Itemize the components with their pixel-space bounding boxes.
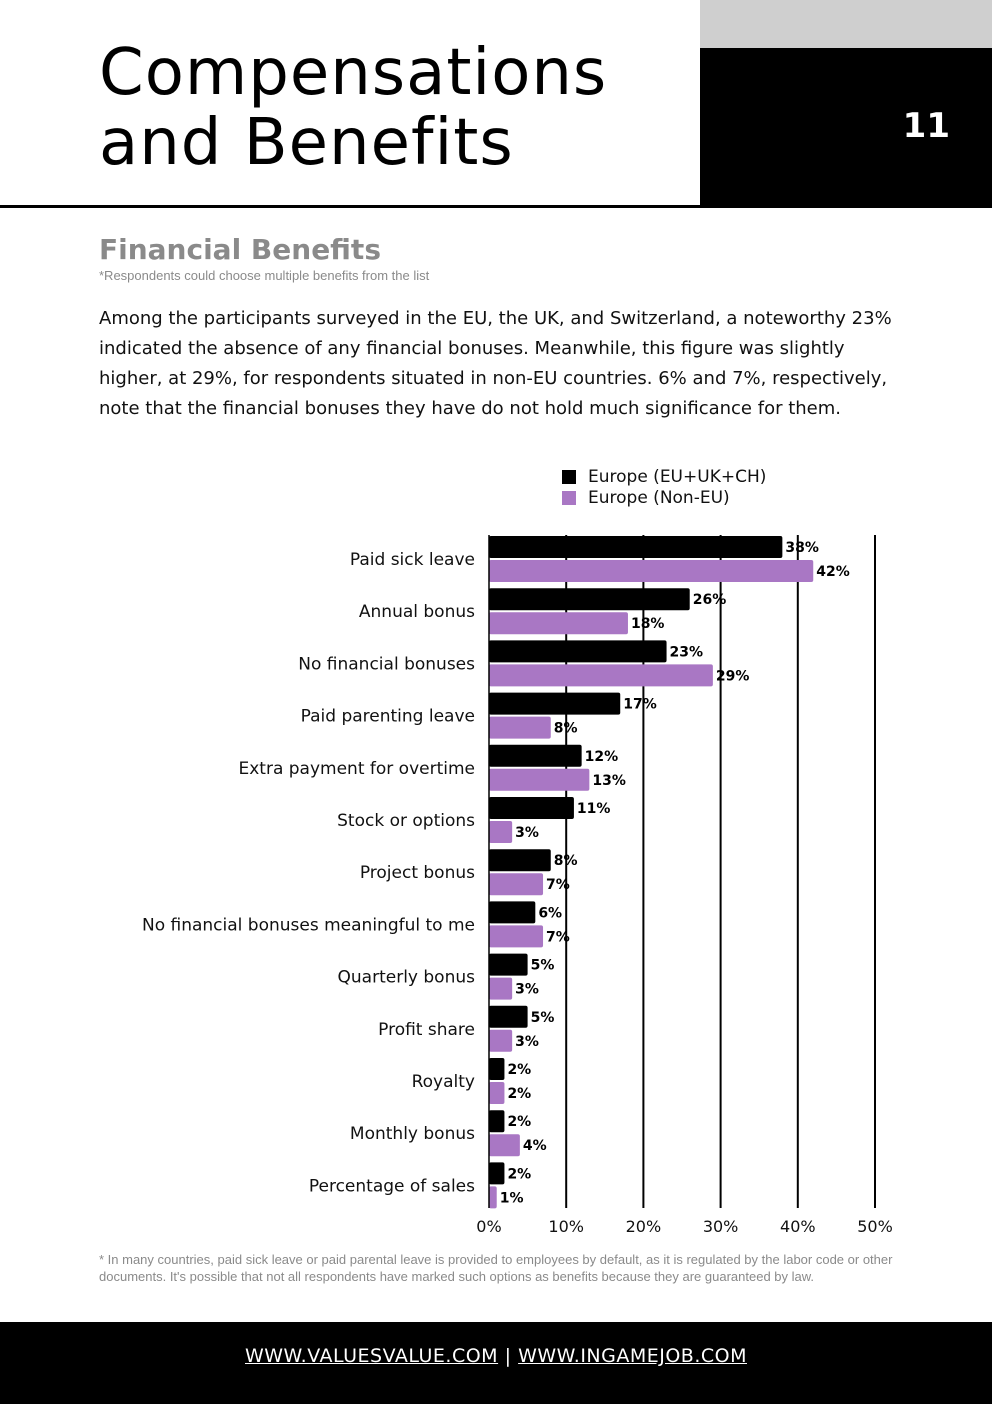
category-label: Stock or options bbox=[337, 811, 475, 831]
page-number: 11 bbox=[902, 106, 950, 146]
bar-non-eu bbox=[489, 925, 543, 947]
category-label: No financial bonuses bbox=[298, 654, 475, 675]
bar-eu bbox=[489, 849, 551, 871]
value-label-eu: 2% bbox=[507, 1166, 532, 1183]
value-label-eu: 11% bbox=[576, 801, 611, 817]
bar-non-eu bbox=[489, 664, 713, 686]
category-label: Royalty bbox=[411, 1072, 475, 1092]
bar-eu bbox=[489, 1162, 504, 1184]
x-tick-label-0: 0% bbox=[476, 1217, 502, 1236]
bar-eu bbox=[489, 536, 782, 558]
bar-eu bbox=[489, 693, 620, 715]
bar-non-eu bbox=[489, 1082, 504, 1104]
page-title: Compensations and Benefits bbox=[99, 36, 608, 180]
bar-eu bbox=[489, 1058, 504, 1080]
value-label-eu: 8% bbox=[553, 853, 578, 870]
footer-links bbox=[0, 1345, 992, 1367]
footnote: * In many countries, paid sick leave or paid parental leave is provided to employees by default, as it is regulated by the labor code or other documents. It's possible that not all respondents have marked such options as benefits because they are guaranteed by law. bbox=[99, 1252, 893, 1284]
category-label: Paid parenting leave bbox=[300, 706, 475, 727]
footer-link-ingamejob[interactable]: WWW.INGAMEJOB.COM bbox=[518, 1345, 747, 1367]
value-label-eu: 23% bbox=[669, 644, 704, 661]
value-label-eu: 38% bbox=[785, 540, 819, 556]
section-title: Financial Benefits bbox=[99, 233, 381, 266]
section-note: *Respondents could choose multiple benefits from the list bbox=[99, 268, 430, 283]
category-label: Quarterly bonus bbox=[337, 967, 475, 988]
value-label-non-eu: 3% bbox=[515, 1033, 539, 1050]
bar-eu bbox=[489, 640, 667, 662]
category-label: No financial bonuses meaningful to me bbox=[141, 915, 475, 936]
category-label: Monthly bonus bbox=[349, 1124, 475, 1145]
bar-eu bbox=[489, 797, 574, 819]
value-label-eu: 6% bbox=[538, 905, 563, 922]
bar-eu bbox=[489, 1110, 504, 1132]
category-label: Annual bonus bbox=[358, 602, 475, 623]
bar-non-eu bbox=[489, 612, 628, 634]
intro-paragraph: Among the participants surveyed in the EU, the UK, and Switzerland, a noteworthy 23% indicated the absence of any financial bonuses. Meanwhile, this figure was slightly higher, at 29%, for respondents situated in non-EU countries. 6% and 7%, respectively, note that the financial bonuses they have do not hold much significance for them. bbox=[99, 308, 892, 419]
value-label-non-eu: 7% bbox=[546, 877, 570, 894]
bar-non-eu bbox=[489, 1134, 520, 1156]
bar-eu bbox=[489, 901, 535, 923]
bar-non-eu bbox=[489, 1186, 497, 1208]
legend-label-eu: Europe (EU+UK+CH) bbox=[588, 466, 767, 487]
bar-eu bbox=[489, 745, 582, 767]
footer-link-valuesvalue[interactable]: WWW.VALUESVALUE.COM bbox=[244, 1345, 499, 1367]
bar-non-eu bbox=[489, 978, 512, 1000]
value-label-non-eu: 13% bbox=[592, 772, 626, 789]
value-label-non-eu: 4% bbox=[522, 1138, 547, 1155]
category-label: Extra payment for overtime bbox=[238, 758, 475, 779]
category-label: Project bonus bbox=[359, 863, 475, 884]
category-label: Profit share bbox=[378, 1019, 475, 1040]
value-label-non-eu: 3% bbox=[515, 981, 539, 998]
bar-eu bbox=[489, 588, 690, 610]
bar-non-eu bbox=[489, 1030, 512, 1052]
value-label-non-eu: 42% bbox=[816, 564, 850, 580]
value-label-eu: 5% bbox=[530, 1009, 555, 1026]
value-label-eu: 12% bbox=[584, 748, 619, 765]
value-label-eu: 2% bbox=[507, 1114, 532, 1131]
value-label-non-eu: 8% bbox=[553, 720, 578, 737]
bar-non-eu bbox=[489, 769, 589, 791]
value-label-eu: 2% bbox=[507, 1062, 532, 1078]
value-label-non-eu: 1% bbox=[499, 1190, 524, 1207]
value-label-non-eu: 29% bbox=[715, 668, 750, 685]
x-tick-label-20: 20% bbox=[625, 1217, 662, 1236]
value-label-eu: 17% bbox=[623, 696, 657, 713]
value-label-non-eu: 7% bbox=[546, 929, 570, 946]
x-tick-label-30: 30% bbox=[702, 1217, 739, 1236]
x-tick-label-50: 50% bbox=[857, 1217, 893, 1236]
bar-eu bbox=[489, 1006, 528, 1028]
category-label: Paid sick leave bbox=[349, 550, 475, 570]
value-label-eu: 26% bbox=[692, 592, 727, 609]
bar-non-eu bbox=[489, 821, 512, 843]
value-label-eu: 5% bbox=[530, 957, 555, 974]
value-label-non-eu: 3% bbox=[515, 825, 539, 841]
category-label: Percentage of sales bbox=[308, 1176, 475, 1197]
x-tick-label-10: 10% bbox=[548, 1217, 584, 1236]
value-label-non-eu: 18% bbox=[630, 616, 665, 633]
bar-non-eu bbox=[489, 560, 813, 582]
legend-label-non-eu: Europe (Non-EU) bbox=[588, 487, 730, 508]
bar-non-eu bbox=[489, 873, 543, 895]
bar-eu bbox=[489, 954, 528, 976]
bar-non-eu bbox=[489, 717, 551, 739]
value-label-non-eu: 2% bbox=[507, 1086, 532, 1102]
x-tick-label-40: 40% bbox=[780, 1217, 816, 1236]
footer-separator: | bbox=[504, 1345, 512, 1367]
